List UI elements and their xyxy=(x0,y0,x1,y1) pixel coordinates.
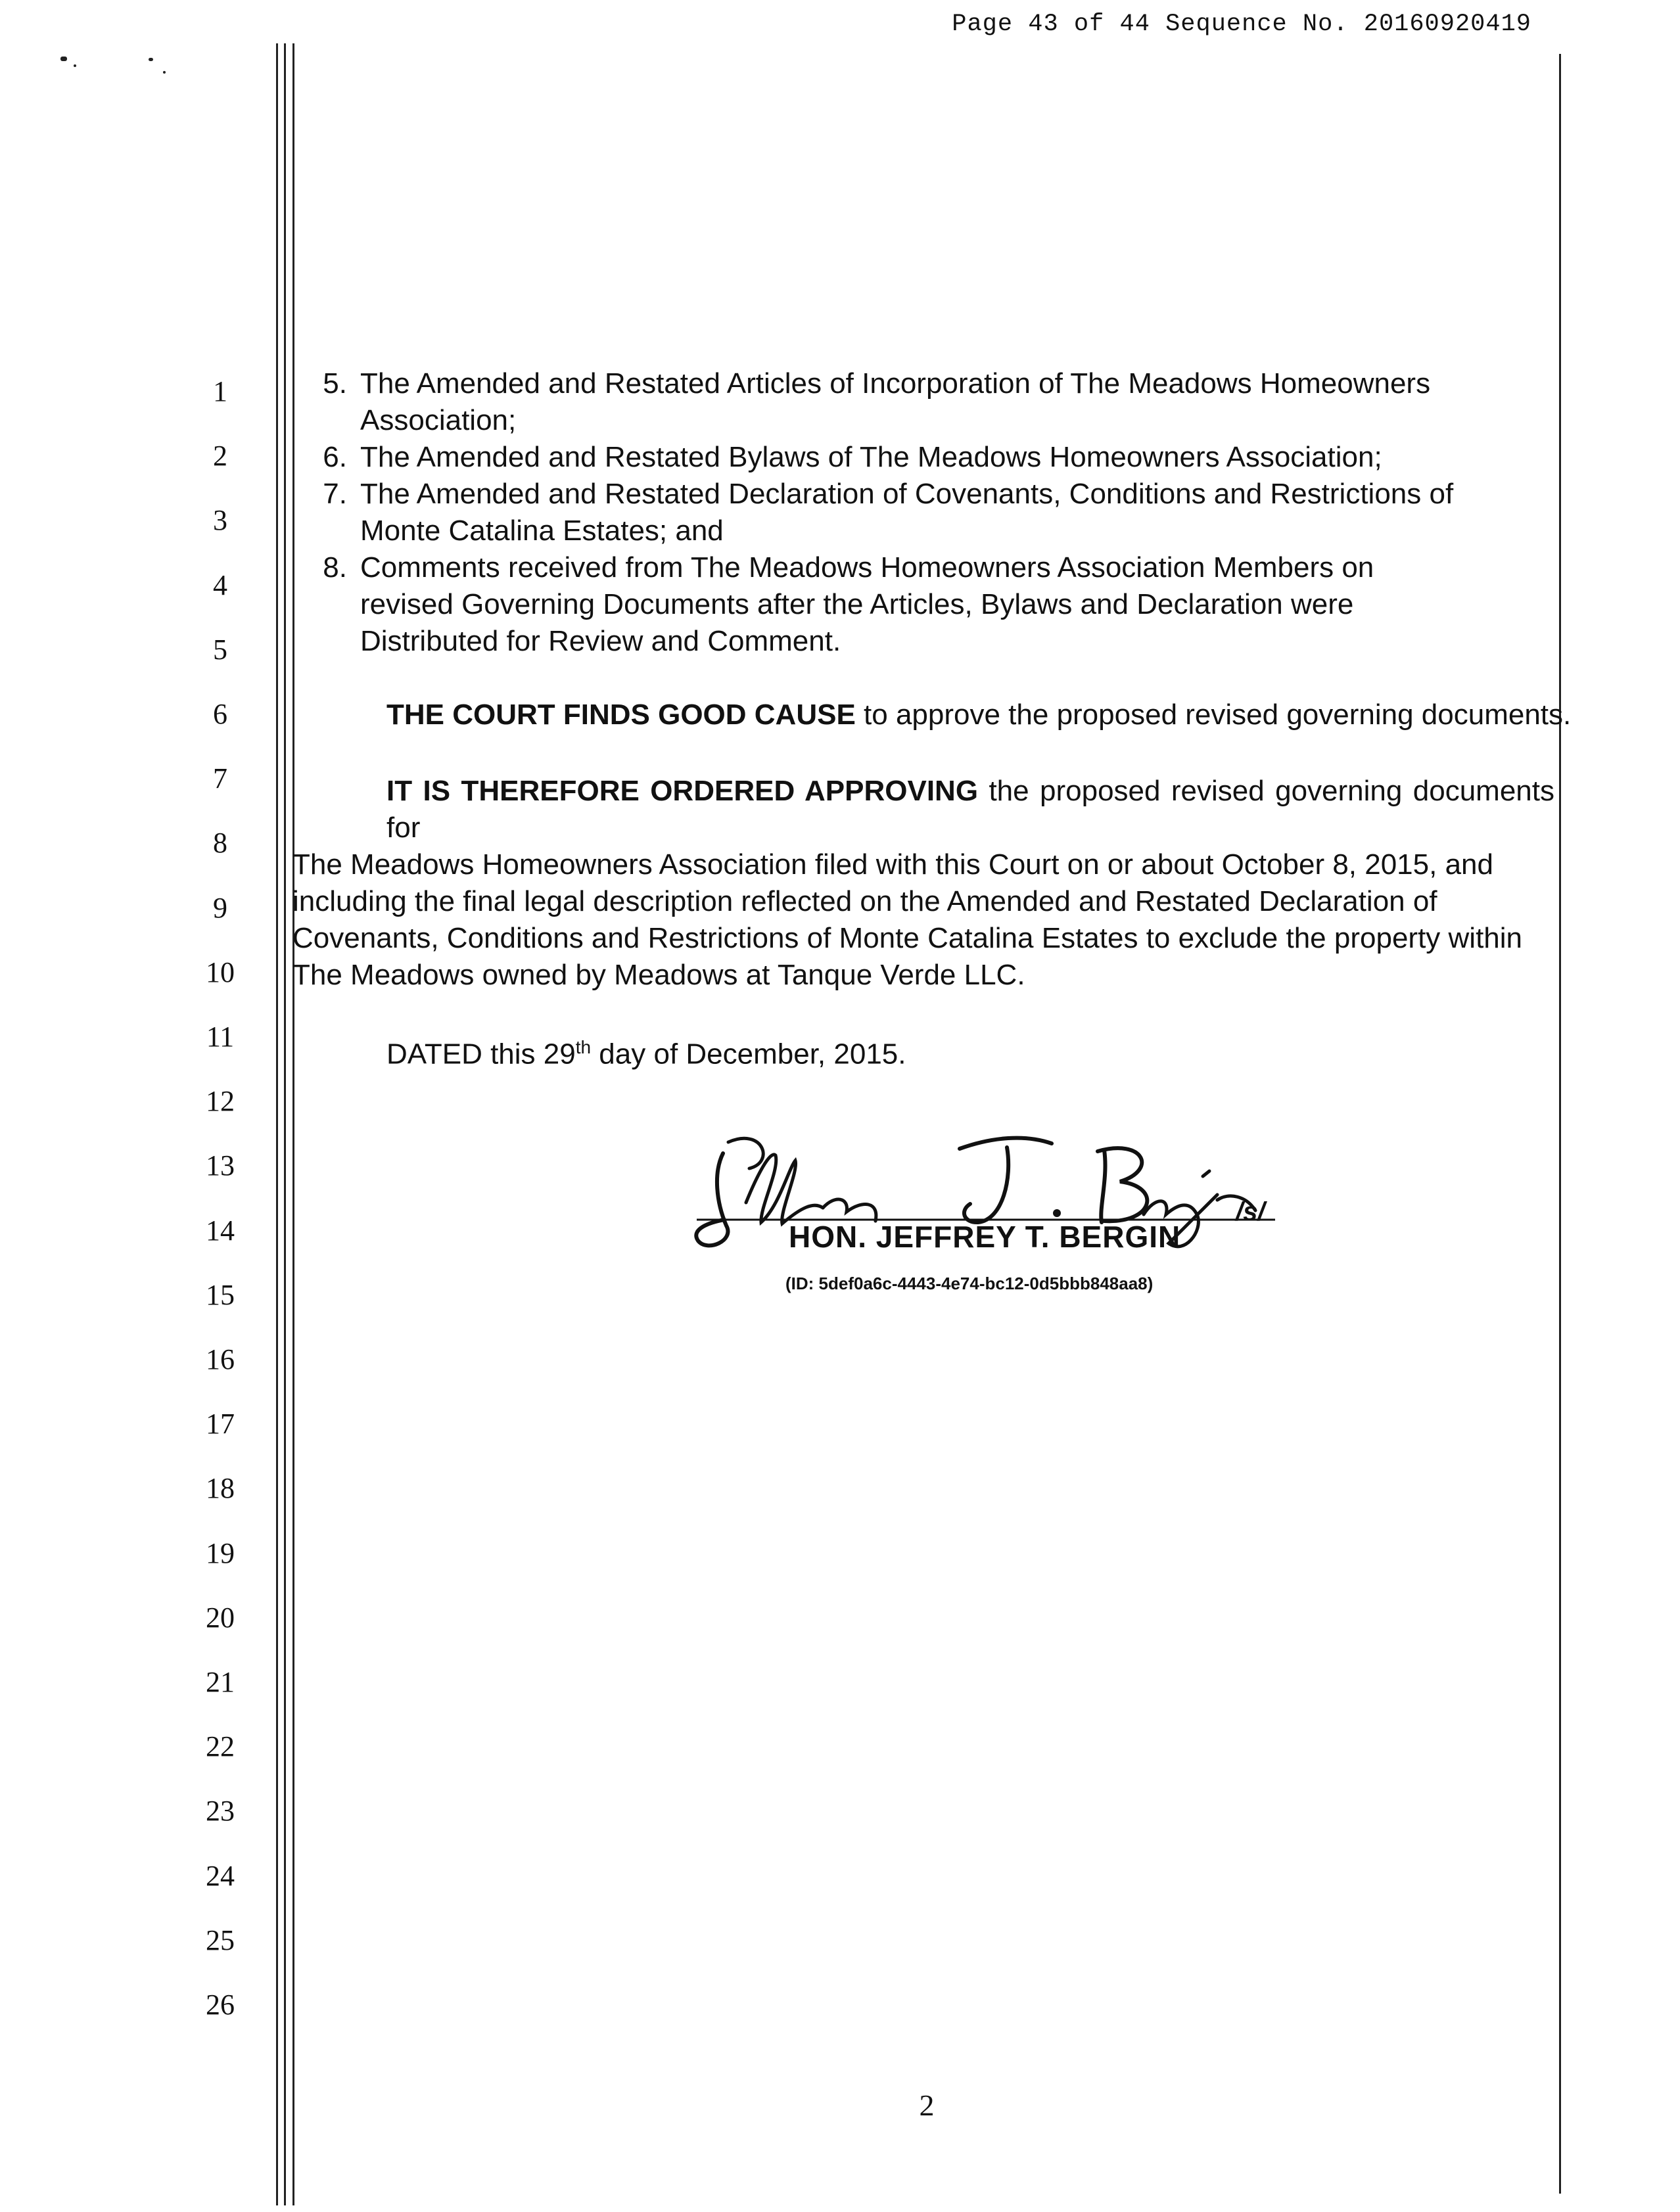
scan-speck xyxy=(163,71,166,74)
line-number: 16 xyxy=(206,1343,235,1375)
line-number: 11 xyxy=(206,1021,235,1053)
list-item-number: 6. xyxy=(323,441,347,473)
order-line: Covenants, Conditions and Restrictions of Monte Catalina Estates to exclude the property within xyxy=(292,922,1523,954)
line-number: 25 xyxy=(206,1924,235,1956)
line-number: 5 xyxy=(213,634,227,666)
finding-lead: THE COURT FINDS GOOD CAUSE xyxy=(386,699,856,731)
scan-speck xyxy=(149,58,153,61)
line-number: 1 xyxy=(213,375,227,407)
finding-paragraph xyxy=(386,697,1648,733)
list-item-number: 8. xyxy=(323,551,347,584)
left-margin-rule xyxy=(276,43,278,2205)
list-item-text: Distributed for Review and Comment. xyxy=(360,625,841,657)
list-item-text: revised Governing Documents after the Articles, Bylaws and Declaration were xyxy=(360,588,1354,620)
judge-name: HON. JEFFREY T. BERGIN xyxy=(789,1220,1181,1254)
line-number: 9 xyxy=(213,892,227,924)
line-number: 22 xyxy=(206,1730,235,1763)
order-paragraph xyxy=(292,773,1554,994)
electronic-signature-mark: /s/ xyxy=(1236,1197,1265,1226)
list-item-number: 5. xyxy=(323,367,347,400)
order-line: The Meadows owned by Meadows at Tanque Verde LLC. xyxy=(292,959,1025,991)
left-margin-rule xyxy=(284,43,286,2205)
dated-prefix: DATED this 29 xyxy=(386,1038,576,1071)
dated-ordinal: th xyxy=(575,1037,592,1057)
list-item-text: Monte Catalina Estates; and xyxy=(360,515,724,547)
order-line: The Meadows Homeowners Association filed with this Court on or about October 8, 2015, and xyxy=(292,848,1493,881)
finding-text: to approve the proposed revised governing documents. xyxy=(855,699,1572,731)
line-number: 4 xyxy=(213,569,227,601)
page-sequence-header: Page 43 of 44 Sequence No. 20160920419 xyxy=(952,11,1531,38)
line-number: 20 xyxy=(206,1601,235,1634)
dated-line xyxy=(386,1029,1648,1073)
line-number: 8 xyxy=(213,827,227,859)
list-item xyxy=(323,365,1491,439)
line-number: 19 xyxy=(206,1537,235,1569)
list-item-text: Association; xyxy=(360,404,517,436)
line-number: 12 xyxy=(206,1085,235,1117)
list-item xyxy=(323,549,1491,660)
list-item-number: 7. xyxy=(323,478,347,510)
line-number: 6 xyxy=(213,698,227,730)
line-number: 15 xyxy=(206,1279,235,1311)
scan-speck xyxy=(60,57,67,61)
order-line: including the final legal description reflected on the Amended and Restated Declaration of xyxy=(292,885,1437,917)
list-item xyxy=(323,439,1491,476)
order-line xyxy=(292,773,1554,846)
left-margin-rule xyxy=(292,43,294,2205)
list-item-text: The Amended and Restated Articles of Incorporation of The Meadows Homeowners xyxy=(360,367,1431,400)
list-item-text: Comments received from The Meadows Homeowners Association Members on xyxy=(360,551,1374,584)
line-number: 18 xyxy=(206,1472,235,1504)
line-number: 10 xyxy=(206,956,235,988)
signature-id: (ID: 5def0a6c-4443-4e74-bc12-0d5bbb848aa8) xyxy=(785,1274,1154,1293)
line-number: 3 xyxy=(213,504,227,536)
line-number: 14 xyxy=(206,1214,235,1247)
order-lead: IT IS THEREFORE ORDERED APPROVING xyxy=(386,775,979,807)
list-item xyxy=(323,476,1491,549)
scan-speck xyxy=(74,64,76,67)
line-number: 21 xyxy=(206,1666,235,1698)
list-item-text: The Amended and Restated Declaration of Covenants, Conditions and Restrictions of xyxy=(360,478,1454,510)
line-number: 2 xyxy=(213,440,227,472)
line-number: 24 xyxy=(206,1860,235,1892)
line-number: 26 xyxy=(206,1989,235,2021)
line-number: 17 xyxy=(206,1408,235,1440)
line-number: 13 xyxy=(206,1149,235,1182)
page-number: 2 xyxy=(919,2088,935,2122)
list-item-text: The Amended and Restated Bylaws of The Meadows Homeowners Association; xyxy=(360,441,1382,473)
dated-suffix: day of December, 2015. xyxy=(591,1038,906,1071)
line-number: 7 xyxy=(213,762,227,795)
line-number: 23 xyxy=(206,1795,235,1827)
right-margin-rule xyxy=(1559,54,1561,2194)
order-text: the proposed revised governing documents for xyxy=(386,775,1554,844)
